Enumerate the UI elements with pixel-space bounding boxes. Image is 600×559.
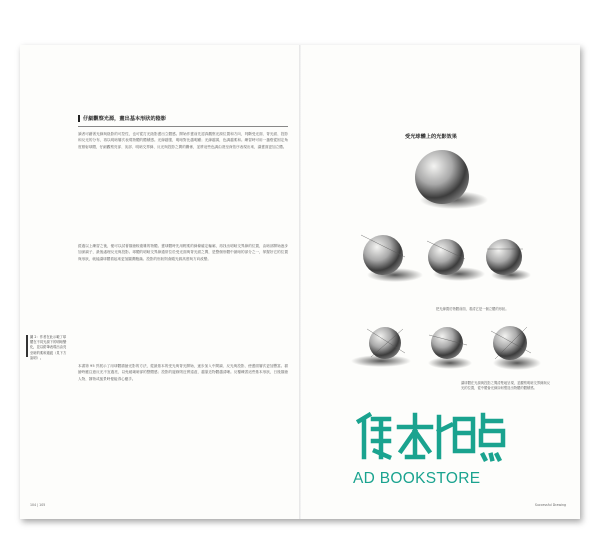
bookstore-logo-mark bbox=[355, 411, 505, 461]
sphere-bottom-center bbox=[428, 327, 472, 369]
section-title-text: 仔細觀察光源，畫出基本形狀的陰影 bbox=[83, 116, 167, 122]
figure-title: 受光球體上的光影效果 bbox=[405, 134, 457, 140]
section-mark bbox=[78, 115, 80, 122]
caption-bottom: 讓球體在光源與投影之間清楚地呈現，並觀察明暗交界線與反光的位置，從中體會光線如何塑造出物體的體積感。 bbox=[461, 381, 551, 390]
left-page bbox=[20, 45, 300, 519]
sphere-bottom-left bbox=[351, 327, 411, 367]
book-spread bbox=[20, 45, 580, 519]
side-note-text: 圖 2：作者在此示範了球體在不同光源下的明暗變化，並以鉛筆表現出由亮至暗的柔和過渡（見下方說明）。 bbox=[30, 335, 67, 360]
paragraph-3: 本書第 95 頁展示了用球體描繪光影的方法，從最基本的受光與背光開始，逐步加入中間調、反光與投影，使畫面層次更加豐富。描繪時應注意反光不宜過亮，以免破壞暗部的整體感；投影的邊緣則近實遠虛，越靠近物體越清晰。反覆練習這些基本形狀，日後描繪人物、靜物或風景時便能得心應手。 bbox=[78, 364, 288, 381]
side-note bbox=[30, 335, 68, 361]
sphere-middle-center bbox=[427, 239, 485, 281]
sphere-middle-left bbox=[361, 235, 423, 282]
paragraph-2: 經過以上練習之後，便可以試著描繪較複雜的物體。畫球體時先用輕柔的線條確定輪廓，再找出明暗交界線的位置，由暗部開始逐步加深調子，最後處理反光與投影。球體的明暗交界線通常位於受光面與背光面之間，是整個形體中最暗的部分之一，掌握好它的位置與形狀，就能讓球體看起來更加圓潤飽滿。投影的形狀則會隨光源高度與方向改變。 bbox=[78, 244, 288, 261]
bookstore-logo-text: AD BOOKSTORE bbox=[353, 470, 481, 487]
sphere-bottom-right bbox=[491, 326, 541, 370]
caption-middle: 把光線置於物體前面，看清它是一個立體的形狀。 bbox=[436, 307, 509, 311]
right-folio: Successful Drawing bbox=[534, 503, 566, 507]
section-rule bbox=[78, 126, 288, 127]
sphere-middle-right bbox=[486, 239, 531, 281]
paragraph-1: 讀者可藉著光線與陰影的可控性，也可從打光陰影畫出立體感。開始作畫前先認真觀察光源位置和方向，判斷受光面、背光面、投影和反光的分布，再以明暗層次表現物體的體積感。光線越強，明暗對比越明顯；光線越弱，色調越柔和。練習時可用一盞燈從固定角度照射球體，仔細觀察亮部、灰部、明暗交界線、反光與投影之間的關係，並將這些色調由淺至深依序表現出來，讓畫面更加立體。 bbox=[78, 132, 288, 149]
sphere-top bbox=[415, 150, 488, 209]
section-title bbox=[78, 115, 166, 122]
right-page bbox=[301, 45, 580, 519]
side-note-bar bbox=[26, 335, 28, 357]
left-folio: 104 | 105 bbox=[30, 503, 46, 507]
